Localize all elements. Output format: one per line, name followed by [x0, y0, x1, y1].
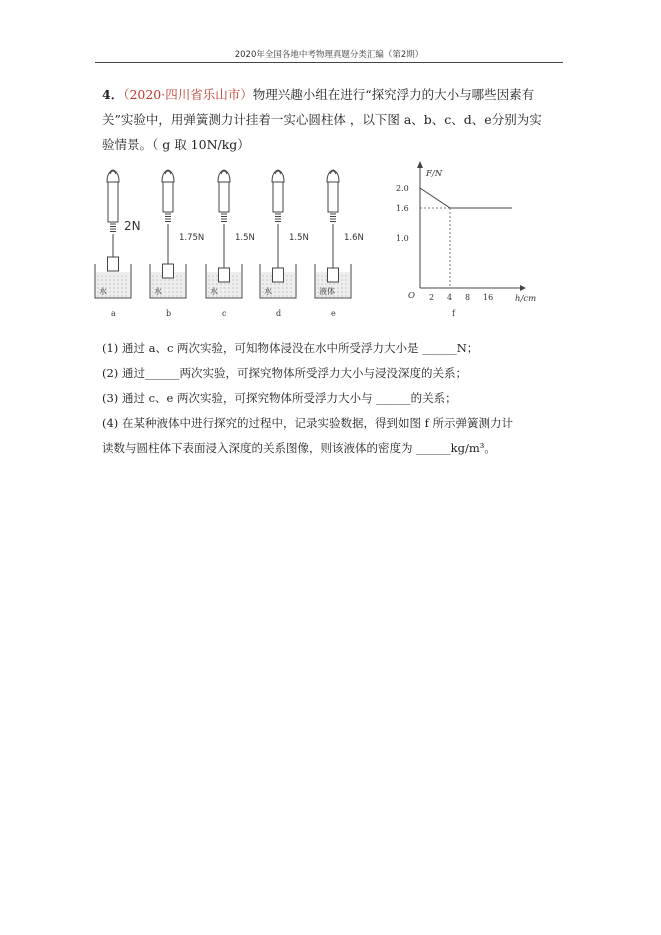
- liquid-dot: [275, 296, 276, 297]
- hand-icon: [107, 170, 119, 182]
- liquid-dot: [291, 288, 292, 289]
- x-axis-label: h/cm: [515, 294, 537, 304]
- liquid-dot: [118, 276, 119, 277]
- liquid-dot: [229, 288, 230, 289]
- figure-label: d: [276, 309, 282, 318]
- liquid-dot: [322, 284, 323, 285]
- cylinder-block: [219, 268, 230, 282]
- subquestion-4-cont: 读数与圆柱体下表面浸入深度的关系图像，则该液体的密度为 ______kg/m³。: [102, 441, 496, 455]
- experiment-figure: [88, 158, 548, 320]
- liquid-label: 水: [264, 287, 272, 296]
- liquid-dot: [209, 280, 210, 281]
- liquid-dot: [173, 296, 174, 297]
- liquid-dot: [291, 284, 292, 285]
- liquid-dot: [110, 276, 111, 277]
- liquid-dot: [318, 284, 319, 285]
- subquestion-2: (2) 通过______两次实验，可探究物体所受浮力大小与浸没深度的关系；: [102, 366, 467, 380]
- liquid-dot: [318, 276, 319, 277]
- cylinder-block: [328, 268, 339, 282]
- liquid-dot: [126, 292, 127, 293]
- liquid-dot: [283, 292, 284, 293]
- liquid-dot: [106, 280, 107, 281]
- liquid-dot: [342, 284, 343, 285]
- liquid-dot: [346, 276, 347, 277]
- liquid-dot: [181, 296, 182, 297]
- liquid-dot: [237, 280, 238, 281]
- header-rule: [95, 62, 563, 63]
- liquid-dot: [287, 276, 288, 277]
- force-reading: 1.5N: [235, 233, 255, 243]
- liquid-dot: [177, 280, 178, 281]
- liquid-dot: [275, 284, 276, 285]
- liquid-dot: [225, 296, 226, 297]
- setups-group: [95, 170, 364, 318]
- liquid-dot: [217, 276, 218, 277]
- liquid-dot: [263, 284, 264, 285]
- liquid-dot: [122, 284, 123, 285]
- figure-label: e: [331, 309, 336, 318]
- y-tick-label: 1.6: [396, 204, 409, 213]
- hand-icon: [272, 170, 284, 182]
- liquid-dot: [213, 284, 214, 285]
- liquid-dot: [181, 288, 182, 289]
- liquid-dot: [177, 288, 178, 289]
- liquid-dot: [279, 296, 280, 297]
- figure-label: a: [111, 309, 116, 318]
- subquestion-1: (1) 通过 a、c 两次实验，可知物体浸没在水中所受浮力大小是 ______N；: [102, 341, 479, 355]
- liquid-dot: [165, 296, 166, 297]
- liquid-dot: [279, 284, 280, 285]
- question-line-2: 关”实验中，用弹簧测力计挂着一实心圆柱体 ，以下图 a、b、c、d、e分别为实: [102, 112, 542, 127]
- question-line-1: [102, 86, 534, 104]
- liquid-dot: [263, 276, 264, 277]
- spring-gauge: [328, 182, 338, 212]
- x-tick-label: 8: [465, 293, 471, 302]
- liquid-dot: [153, 280, 154, 281]
- liquid-dot: [233, 276, 234, 277]
- liquid-dot: [118, 284, 119, 285]
- liquid-dot: [177, 284, 178, 285]
- liquid-dot: [98, 284, 99, 285]
- liquid-dot: [110, 288, 111, 289]
- setup-a: [95, 170, 141, 318]
- hand-icon: [327, 170, 339, 182]
- liquid-dot: [118, 296, 119, 297]
- spring-gauge: [219, 182, 229, 212]
- liquid-dot: [342, 296, 343, 297]
- force-depth-chart: [396, 161, 536, 318]
- question-line-3: 验情景。（ g 取 10N/kg）: [102, 137, 250, 152]
- liquid-dot: [165, 288, 166, 289]
- liquid-dot: [330, 284, 331, 285]
- liquid-dot: [263, 280, 264, 281]
- data-series-line: [420, 188, 512, 208]
- liquid-dot: [225, 288, 226, 289]
- setup-e: [315, 170, 364, 318]
- liquid-dot: [98, 280, 99, 281]
- liquid-dot: [291, 276, 292, 277]
- liquid-dot: [169, 288, 170, 289]
- liquid-dot: [271, 280, 272, 281]
- liquid-dot: [161, 284, 162, 285]
- liquid-dot: [169, 284, 170, 285]
- x-tick-label: 16: [483, 293, 494, 302]
- liquid-dot: [287, 280, 288, 281]
- liquid-dot: [110, 280, 111, 281]
- liquid-dot: [291, 296, 292, 297]
- liquid-dot: [237, 292, 238, 293]
- chart-label: f: [452, 309, 455, 318]
- liquid-dot: [229, 284, 230, 285]
- liquid-dot: [233, 284, 234, 285]
- force-reading: 1.75N: [179, 233, 205, 243]
- liquid-dot: [271, 276, 272, 277]
- liquid-dot: [237, 296, 238, 297]
- liquid-dot: [342, 288, 343, 289]
- liquid-dot: [102, 276, 103, 277]
- subquestion-4: (4) 在某种液体中进行探究的过程中，记录实验数据，得到如图 f 所示弹簧测力计: [102, 416, 514, 430]
- liquid-dot: [157, 280, 158, 281]
- spring-gauge: [273, 182, 283, 212]
- y-tick-label: 2.0: [396, 184, 409, 193]
- liquid-dot: [342, 292, 343, 293]
- liquid-dot: [283, 296, 284, 297]
- liquid-dot: [177, 276, 178, 277]
- liquid-dot: [173, 292, 174, 293]
- liquid-label: 水: [210, 287, 218, 296]
- cylinder-block: [163, 264, 174, 278]
- liquid-dot: [126, 280, 127, 281]
- liquid-dot: [110, 296, 111, 297]
- liquid-dot: [122, 296, 123, 297]
- setup-d: [260, 170, 309, 318]
- liquid-dot: [181, 276, 182, 277]
- liquid-dot: [283, 284, 284, 285]
- liquid-dot: [326, 276, 327, 277]
- liquid-dot: [122, 288, 123, 289]
- liquid-dot: [153, 276, 154, 277]
- liquid-dot: [346, 284, 347, 285]
- liquid-dot: [346, 288, 347, 289]
- x-tick-label: 4: [447, 293, 453, 302]
- liquid-dot: [110, 284, 111, 285]
- liquid-dot: [287, 284, 288, 285]
- liquid-dot: [114, 296, 115, 297]
- page-header: 2020年全国各地中考物理真题分类汇编（第2期）: [234, 50, 424, 60]
- liquid-dot: [102, 280, 103, 281]
- liquid-dot: [275, 288, 276, 289]
- liquid-dot: [169, 280, 170, 281]
- liquid-dot: [291, 292, 292, 293]
- liquid-dot: [322, 280, 323, 281]
- question-text-1: 物理兴趣小组在进行“探究浮力的大小与哪些因素有: [252, 87, 535, 102]
- liquid-dot: [237, 284, 238, 285]
- question-number: 4．: [102, 87, 124, 102]
- liquid-dot: [177, 296, 178, 297]
- liquid-dot: [165, 292, 166, 293]
- liquid-dot: [126, 296, 127, 297]
- liquid-dot: [110, 292, 111, 293]
- liquid-dot: [213, 280, 214, 281]
- liquid-dot: [346, 296, 347, 297]
- liquid-dot: [346, 280, 347, 281]
- liquid-dot: [157, 284, 158, 285]
- liquid-dot: [271, 284, 272, 285]
- force-reading: 1.5N: [289, 233, 309, 243]
- liquid-dot: [165, 284, 166, 285]
- y-axis-label: F/N: [426, 169, 443, 179]
- liquid-label: 水: [154, 287, 162, 296]
- liquid-dot: [233, 288, 234, 289]
- x-tick-label: 2: [429, 293, 435, 302]
- question-source: （2020·四川省乐山市）: [123, 87, 253, 102]
- liquid-dot: [225, 284, 226, 285]
- liquid-dot: [221, 288, 222, 289]
- liquid-dot: [122, 292, 123, 293]
- liquid-dot: [106, 276, 107, 277]
- liquid-dot: [237, 276, 238, 277]
- liquid-dot: [233, 280, 234, 281]
- y-axis-arrow: [417, 161, 423, 168]
- liquid-dot: [114, 280, 115, 281]
- liquid-dot: [126, 284, 127, 285]
- liquid-dot: [334, 284, 335, 285]
- liquid-dot: [161, 276, 162, 277]
- setup-c: [206, 170, 255, 318]
- liquid-dot: [157, 276, 158, 277]
- force-reading: 1.6N: [344, 233, 364, 243]
- liquid-dot: [118, 280, 119, 281]
- liquid-label: 水: [99, 287, 107, 296]
- force-reading: 2N: [124, 219, 141, 233]
- liquid-dot: [287, 296, 288, 297]
- liquid-dot: [279, 288, 280, 289]
- figure-label: c: [222, 309, 227, 318]
- liquid-dot: [237, 288, 238, 289]
- liquid-dot: [225, 292, 226, 293]
- liquid-dot: [318, 280, 319, 281]
- y-tick-label: 1.0: [396, 234, 409, 243]
- liquid-dot: [338, 292, 339, 293]
- setup-b: [150, 170, 204, 318]
- liquid-dot: [221, 292, 222, 293]
- cylinder-block: [273, 268, 284, 282]
- figure-label: b: [166, 309, 172, 318]
- liquid-dot: [181, 292, 182, 293]
- liquid-dot: [338, 296, 339, 297]
- liquid-dot: [275, 292, 276, 293]
- liquid-dot: [326, 280, 327, 281]
- liquid-dot: [161, 280, 162, 281]
- liquid-dot: [233, 292, 234, 293]
- liquid-dot: [209, 276, 210, 277]
- liquid-dot: [229, 292, 230, 293]
- liquid-dot: [177, 292, 178, 293]
- spring-gauge: [163, 182, 173, 212]
- liquid-dot: [114, 276, 115, 277]
- liquid-dot: [267, 276, 268, 277]
- liquid-dot: [229, 296, 230, 297]
- liquid-dot: [217, 280, 218, 281]
- liquid-dot: [169, 292, 170, 293]
- subquestion-3: (3) 通过 c、e 两次实验，可探究物体所受浮力大小与 ______的关系；: [102, 391, 457, 405]
- liquid-dot: [342, 280, 343, 281]
- liquid-dot: [283, 288, 284, 289]
- liquid-dot: [122, 280, 123, 281]
- liquid-dot: [106, 284, 107, 285]
- liquid-dot: [233, 296, 234, 297]
- cylinder-block: [108, 257, 119, 271]
- liquid-dot: [165, 280, 166, 281]
- liquid-dot: [122, 276, 123, 277]
- liquid-dot: [209, 284, 210, 285]
- liquid-dot: [326, 284, 327, 285]
- liquid-dot: [267, 280, 268, 281]
- liquid-dot: [153, 284, 154, 285]
- liquid-dot: [267, 284, 268, 285]
- liquid-dot: [287, 288, 288, 289]
- liquid-dot: [118, 288, 119, 289]
- liquid-dot: [346, 292, 347, 293]
- spring-gauge: [108, 182, 118, 222]
- liquid-dot: [322, 276, 323, 277]
- liquid-dot: [291, 280, 292, 281]
- liquid-dot: [98, 276, 99, 277]
- liquid-dot: [173, 284, 174, 285]
- liquid-dot: [126, 276, 127, 277]
- liquid-dot: [338, 288, 339, 289]
- liquid-dot: [221, 296, 222, 297]
- liquid-dot: [114, 288, 115, 289]
- liquid-dot: [169, 296, 170, 297]
- liquid-dot: [338, 284, 339, 285]
- liquid-dot: [221, 284, 222, 285]
- hand-icon: [162, 170, 174, 182]
- hand-icon: [218, 170, 230, 182]
- liquid-dot: [287, 292, 288, 293]
- liquid-dot: [279, 292, 280, 293]
- liquid-dot: [342, 276, 343, 277]
- x-axis-arrow: [520, 285, 526, 291]
- origin-label: O: [408, 291, 415, 301]
- liquid-dot: [213, 276, 214, 277]
- liquid-dot: [114, 284, 115, 285]
- liquid-dot: [217, 284, 218, 285]
- liquid-dot: [181, 284, 182, 285]
- liquid-dot: [118, 292, 119, 293]
- liquid-dot: [102, 284, 103, 285]
- liquid-dot: [181, 280, 182, 281]
- liquid-dot: [173, 280, 174, 281]
- liquid-dot: [114, 292, 115, 293]
- liquid-dot: [126, 288, 127, 289]
- liquid-label: 液体: [319, 287, 335, 296]
- liquid-dot: [173, 288, 174, 289]
